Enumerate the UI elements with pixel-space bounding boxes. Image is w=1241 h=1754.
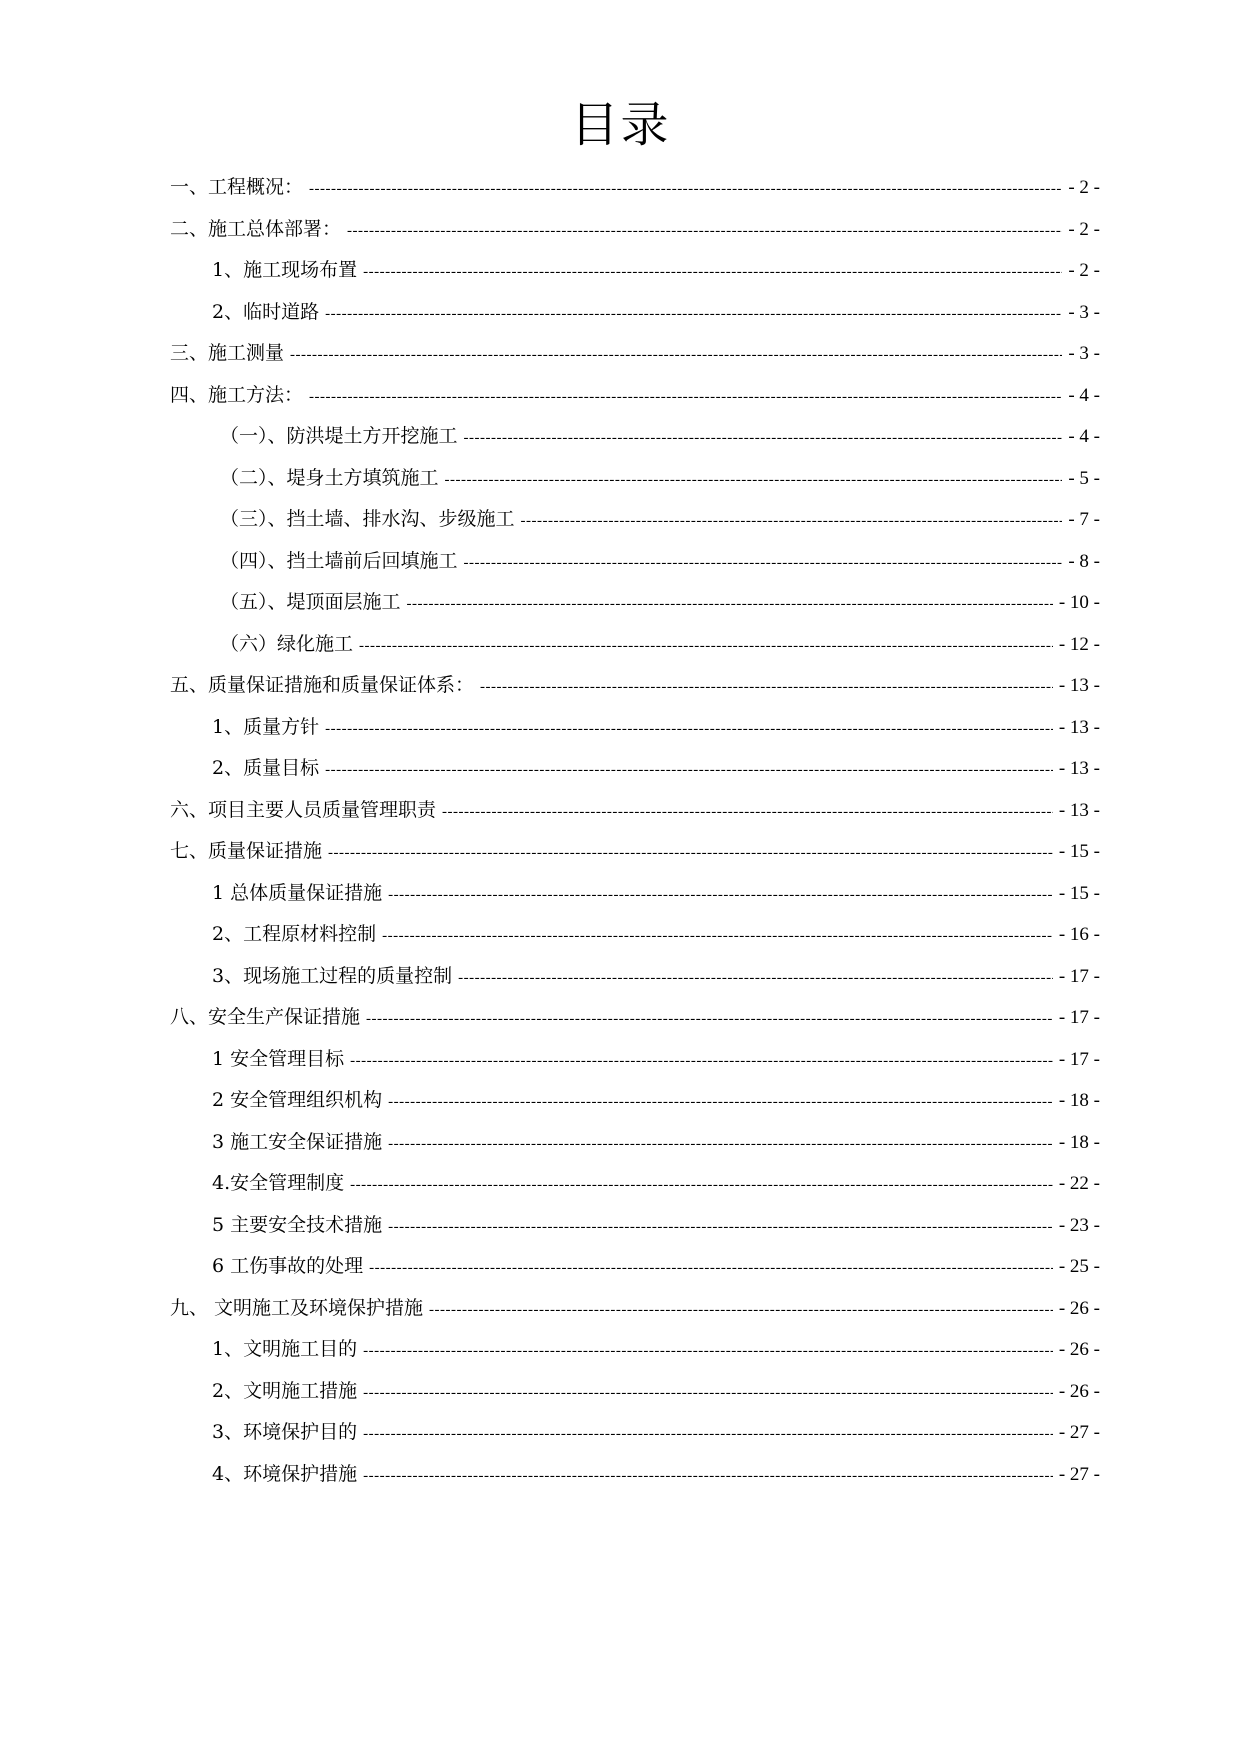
toc-entry[interactable] [170, 1039, 1100, 1081]
toc-entry-label: 5 主要安全技术措施 [212, 1213, 383, 1236]
toc-entry[interactable] [170, 582, 1100, 624]
toc-entry-page-number: - 13 - [1058, 799, 1100, 821]
toc-dot-leader [325, 750, 1053, 792]
toc-entry-page-number: - 25 - [1058, 1256, 1100, 1277]
toc-entry-page-number: - 17 - [1058, 965, 1100, 987]
toc-entry-label: 四、施工方法： [170, 383, 304, 406]
toc-dot-leader [363, 1331, 1053, 1373]
toc-entry-label: 2 安全管理组织机构 [212, 1089, 383, 1111]
toc-entry-label: 二、施工总体部署： [170, 217, 342, 240]
toc-entry[interactable] [170, 541, 1100, 583]
toc-entry-label: 3、环境保护目的 [212, 1421, 358, 1443]
toc-entry-page-number: - 15 - [1058, 841, 1100, 862]
toc-entry[interactable] [170, 1205, 1100, 1247]
toc-entry-page-number: - 3 - [1068, 343, 1100, 364]
toc-dot-leader [325, 709, 1053, 751]
toc-entry[interactable] [170, 997, 1100, 1039]
toc-entry-label: 1 安全管理目标 [212, 1047, 345, 1070]
toc-entry-label: （四）、挡土墙前后回填施工 [220, 549, 458, 572]
toc-entry[interactable] [170, 167, 1100, 209]
page-title: 目录 [570, 97, 671, 153]
toc-dot-leader [442, 792, 1053, 834]
toc-entry-page-number: - 13 - [1058, 758, 1100, 779]
toc-dot-leader [363, 1414, 1053, 1456]
toc-entry-page-number: - 23 - [1058, 1214, 1100, 1236]
toc-dot-leader [366, 999, 1053, 1041]
toc-entry-page-number: - 13 - [1058, 716, 1100, 738]
toc-entry-page-number: - 4 - [1068, 426, 1100, 447]
toc-entry[interactable] [170, 831, 1100, 873]
toc-entry[interactable] [170, 873, 1100, 915]
toc-dot-leader [388, 1124, 1053, 1166]
toc-entry-page-number: - 10 - [1058, 592, 1100, 613]
toc-entry-label: 3 施工安全保证措施 [212, 1130, 383, 1153]
toc-entry[interactable] [170, 1163, 1100, 1205]
toc-entry[interactable] [170, 1329, 1100, 1371]
toc-entry-label: 七、质量保证措施 [170, 840, 323, 862]
toc-entry-label: 2、质量目标 [212, 757, 320, 779]
toc-entry[interactable] [170, 956, 1100, 998]
toc-entry-page-number: - 2 - [1068, 260, 1100, 281]
toc-entry-label: 4、环境保护措施 [212, 1462, 358, 1485]
toc-entry-label: 1、质量方针 [212, 715, 320, 738]
toc-entry[interactable] [170, 1371, 1100, 1413]
toc-dot-leader [445, 460, 1063, 502]
toc-dot-leader [464, 543, 1063, 585]
toc-entry-page-number: - 8 - [1068, 550, 1100, 572]
toc-entry-page-number: - 16 - [1058, 924, 1100, 945]
toc-entry-label: 2、文明施工措施 [212, 1379, 358, 1402]
toc-entry-page-number: - 7 - [1068, 509, 1100, 530]
toc-dot-leader [309, 169, 1062, 211]
toc-entry[interactable] [170, 790, 1100, 832]
toc-entry-label: 九、 文明施工及环境保护措施 [170, 1296, 424, 1319]
toc-dot-leader [350, 1165, 1053, 1207]
toc-entry[interactable] [170, 665, 1100, 707]
toc-dot-leader [325, 294, 1062, 336]
toc-entry-page-number: - 2 - [1068, 218, 1100, 240]
toc-entry-page-number: - 18 - [1058, 1131, 1100, 1153]
toc-entry-page-number: - 26 - [1058, 1297, 1100, 1319]
toc-entry[interactable] [170, 1454, 1100, 1496]
toc-entry[interactable] [170, 375, 1100, 417]
toc-entry-page-number: - 27 - [1058, 1463, 1100, 1485]
toc-entry-page-number: - 2 - [1068, 177, 1100, 198]
toc-entry[interactable] [170, 250, 1100, 292]
toc-entry[interactable] [170, 1246, 1100, 1288]
toc-dot-leader [363, 1373, 1053, 1415]
toc-entry-label: 2、临时道路 [212, 300, 320, 323]
toc-entry-label: （六）绿化施工 [220, 632, 354, 655]
toc-entry-label: （一）、防洪堤土方开挖施工 [220, 425, 458, 447]
toc-entry-label: （五）、堤顶面层施工 [220, 591, 401, 613]
toc-entry[interactable] [170, 1122, 1100, 1164]
toc-entry[interactable] [170, 499, 1100, 541]
toc-entry-page-number: - 18 - [1058, 1090, 1100, 1111]
toc-entry-page-number: - 4 - [1068, 384, 1100, 406]
toc-dot-leader [359, 626, 1053, 668]
toc-dot-leader [290, 335, 1062, 377]
toc-dot-leader [521, 501, 1063, 543]
toc-entry-page-number: - 12 - [1058, 633, 1100, 655]
toc-dot-leader [309, 377, 1062, 419]
toc-dot-leader [464, 418, 1063, 460]
toc-entry-label: 1、文明施工目的 [212, 1338, 358, 1360]
toc-entry-page-number: - 27 - [1058, 1422, 1100, 1443]
toc-dot-leader [328, 833, 1053, 875]
toc-entry-page-number: - 5 - [1068, 467, 1100, 489]
toc-entry-label: 八、安全生产保证措施 [170, 1006, 361, 1028]
toc-dot-leader [347, 211, 1062, 253]
toc-entry-page-number: - 17 - [1058, 1048, 1100, 1070]
toc-entry-label: 4.安全管理制度 [212, 1172, 345, 1194]
toc-entry-label: 五、质量保证措施和质量保证体系： [170, 674, 475, 696]
toc-entry-label: 3、现场施工过程的质量控制 [212, 964, 453, 987]
toc-entry-label: （三）、挡土墙、排水沟、步级施工 [220, 508, 515, 530]
toc-entry-label: （二）、堤身土方填筑施工 [220, 466, 439, 489]
toc-entry[interactable] [170, 914, 1100, 956]
toc-dot-leader [363, 1456, 1053, 1498]
toc-entry[interactable] [170, 292, 1100, 334]
toc-entry[interactable] [170, 458, 1100, 500]
toc-entry-page-number: - 15 - [1058, 882, 1100, 904]
toc-dot-leader [407, 584, 1053, 626]
toc-entry-label: 一、工程概况： [170, 176, 304, 198]
toc-entry-label: 六、项目主要人员质量管理职责 [170, 798, 437, 821]
toc-dot-leader [350, 1041, 1053, 1083]
toc-entry[interactable] [170, 1080, 1100, 1122]
toc-entry-page-number: - 3 - [1068, 301, 1100, 323]
toc-dot-leader [369, 1248, 1053, 1290]
toc-dot-leader [480, 667, 1053, 709]
toc-entry[interactable] [170, 624, 1100, 666]
toc-entry-label: 1 总体质量保证措施 [212, 881, 383, 904]
toc-entry-page-number: - 22 - [1058, 1173, 1100, 1194]
toc-dot-leader [388, 1082, 1053, 1124]
toc-entry-page-number: - 13 - [1058, 675, 1100, 696]
toc-entry-page-number: - 26 - [1058, 1380, 1100, 1402]
toc-entry[interactable] [170, 1412, 1100, 1454]
toc-entry-label: 6 工伤事故的处理 [212, 1255, 364, 1277]
toc-entry-label: 1、施工现场布置 [212, 259, 358, 281]
toc-entry-label: 三、施工测量 [170, 342, 285, 364]
toc-dot-leader [388, 1207, 1053, 1249]
toc-entry[interactable] [170, 209, 1100, 251]
toc-entry[interactable] [170, 707, 1100, 749]
toc-entry-page-number: - 26 - [1058, 1339, 1100, 1360]
toc-entry[interactable] [170, 748, 1100, 790]
table-of-contents [170, 167, 1100, 1495]
toc-dot-leader [458, 958, 1053, 1000]
toc-entry[interactable] [170, 333, 1100, 375]
toc-entry[interactable] [170, 1288, 1100, 1330]
toc-dot-leader [382, 916, 1053, 958]
toc-entry-page-number: - 17 - [1058, 1007, 1100, 1028]
toc-dot-leader [388, 875, 1053, 917]
toc-dot-leader [429, 1290, 1053, 1332]
toc-entry[interactable] [170, 416, 1100, 458]
toc-entry-label: 2、工程原材料控制 [212, 923, 377, 945]
toc-dot-leader [363, 252, 1062, 294]
